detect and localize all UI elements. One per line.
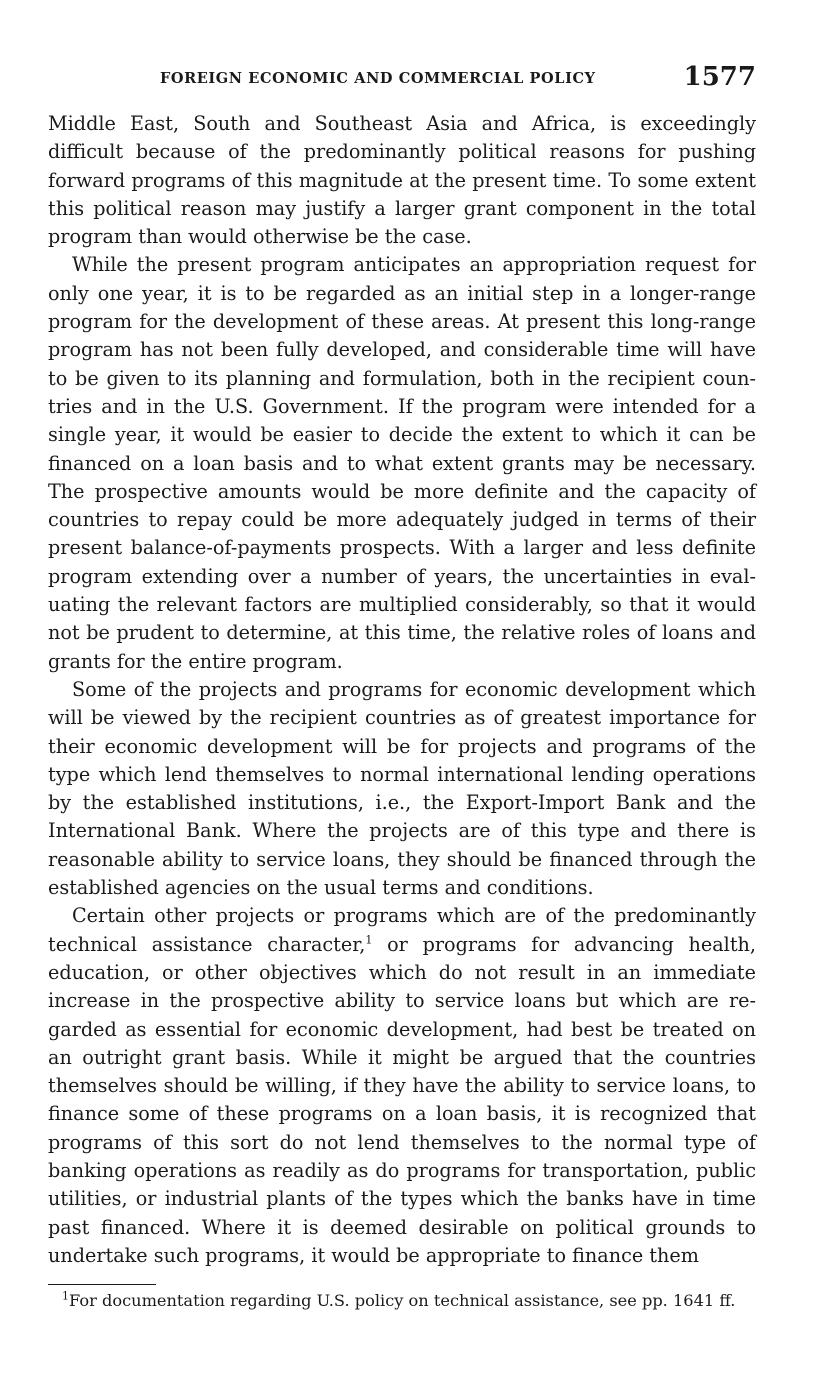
paragraph-1: Middle East, South and Southeast Asia and Africa, is exceedingly difficult because of the predominantly political reasons for pushing forward programs of this magnitude at the present time. To some extent this political reason may justify a larger grant component in the total program than would otherwise be the case. [48,112,756,249]
footnote-reference: 1 [365,933,373,947]
footnote-text: For documentation regarding U.S. policy on technical assistance, see pp. 1641 ff. [69,1291,736,1311]
paragraph-2: While the present program anticipates an appropriation request for only one year, it is to be regarded as an initial step in a longer-range program for the development of these areas. At present this long-range program has not been fully developed, and considerable time will have to be given to its planning and formulation, both in the recipient countries and in the U.S. Government. If the program were intended for a single year, it would be easier to decide the extent to which it can be financed on a loan basis and to what extent grants may be necessary. The prospective amounts would be more definite and the capacity of countries to repay could be more adequately judged in terms of their present balance-of-payments prospects. With a larger and less definite program extending over a number of years, the uncertainties in evaluating the relevant factors are multiplied considerably, so that it would not be prudent to determine, at this time, the relative roles of loans and grants for the entire program. [48,253,756,673]
footnote-mark: 1 [62,1289,69,1303]
paragraph-4-text-end: or programs for advancing health, education, or other objectives which do not result in an immediate increase in the prospective ability to service loans but which are regarded as essential for economic development, had best be treated on an outright grant basis. While it might be argued that the countries themselves should be willing, if they have the ability to service loans, to finance some of these programs on a loan basis, it is recognized that programs of this sort do not lend themselves to the normal type of banking operations as readily as do programs for transportation, public utilities, or industrial plants of the types which the banks have in time past financed. Where it is deemed desirable on political grounds to undertake such programs, it would be appropriate to finance them [48,932,756,1267]
running-head: FOREIGN ECONOMIC AND COMMERCIAL POLICY [160,70,596,87]
page-header [48,62,756,96]
paragraph-4-text-start: Certain other projects or programs which are of the predominantly technical assistance character, [48,904,756,956]
footnote-divider [48,1284,156,1285]
paragraph-4 [48,902,756,1270]
document-page [48,62,756,1311]
paragraph-3: Some of the projects and programs for economic development which will be viewed by the recipient countries as of greatest importance for their economic development will be for projects and programs of the type which lend themselves to normal international lending operations by the established institutions, i.e., the Export-Import Bank and the International Bank. Where the projects are of this type and there is reasonable ability to service loans, they should be financed through the established agencies on the usual terms and conditions. [48,677,756,900]
footnote [48,1291,756,1311]
body-text [48,110,756,1270]
page-number: 1577 [683,62,756,92]
